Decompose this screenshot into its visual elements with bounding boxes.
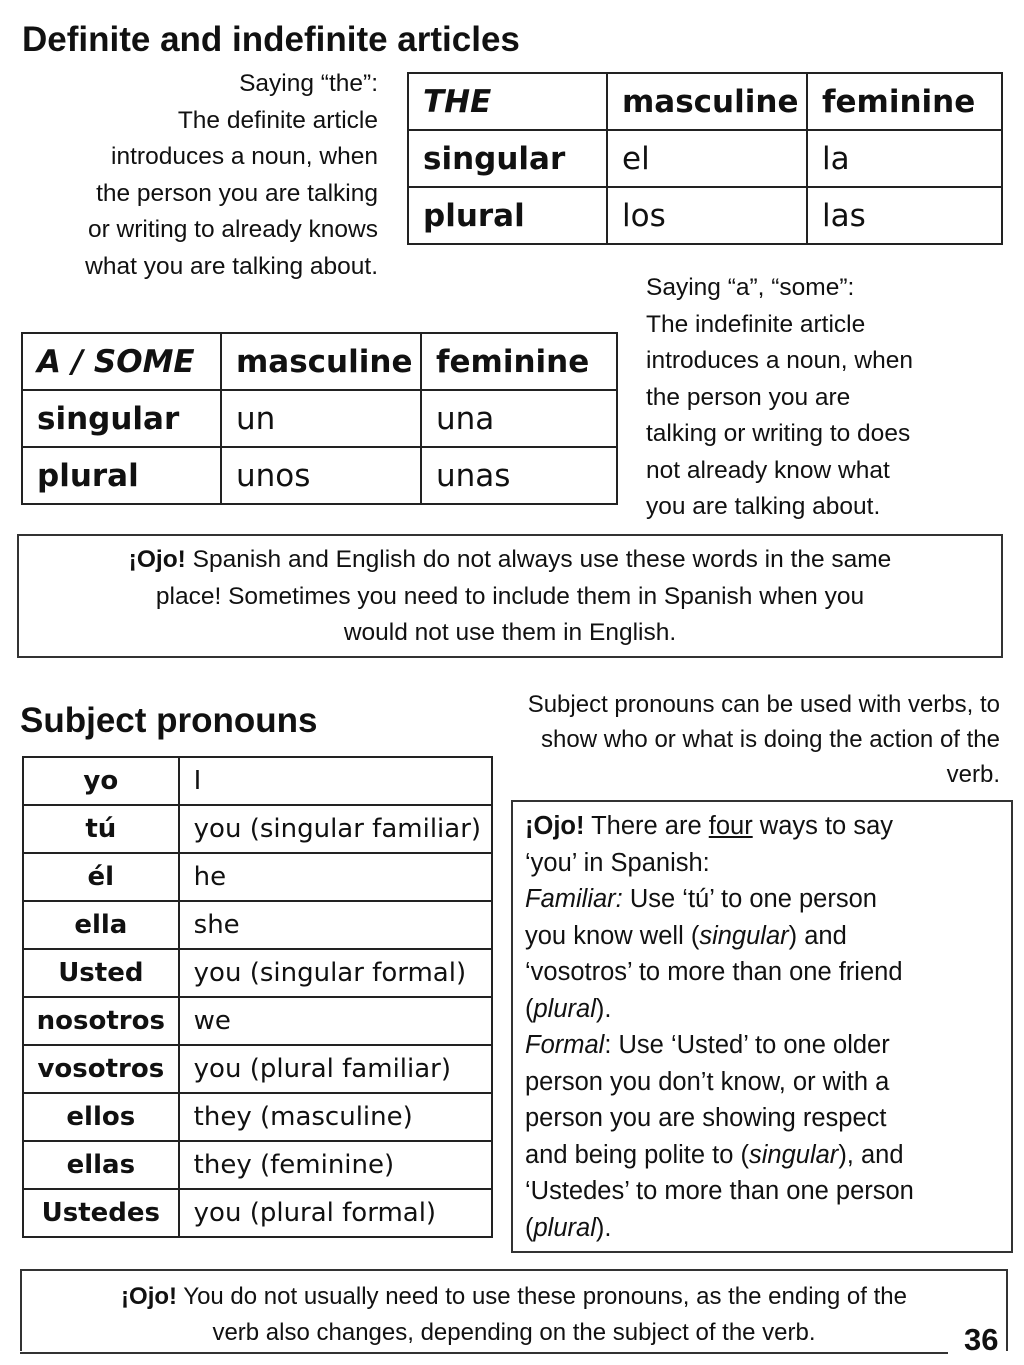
english-meaning: she (179, 901, 492, 949)
english-meaning: you (plural familiar) (179, 1045, 492, 1093)
ojo-bottom-box (20, 1269, 1008, 1351)
page-number: 36 (964, 1322, 999, 1357)
table-header-row (22, 333, 617, 390)
ojo-line: person you are showing respect (525, 1104, 887, 1132)
ojo-label: ¡Ojo! (128, 546, 186, 573)
text-span: ) and (788, 921, 847, 950)
note-line: The definite article (177, 106, 378, 134)
note-line: introduces a noun, when (111, 143, 378, 170)
table-cell: los (607, 187, 807, 244)
note-line: verb. (946, 761, 1000, 788)
ojo-text: Spanish and English do not always use these words in the same (185, 546, 892, 573)
note-line: or writing to already knows (87, 216, 378, 243)
ojo-articles-box (17, 534, 1003, 658)
spanish-pronoun: vosotros (23, 1045, 179, 1093)
spanish-pronoun: Usted (23, 949, 179, 997)
indefinite-article-table (21, 332, 618, 505)
ojo-line (525, 808, 1001, 845)
table-cell: unos (221, 447, 421, 504)
page-title: Definite and indefinite articles (22, 20, 520, 59)
text-span: ), and (838, 1140, 904, 1169)
table-row (23, 805, 492, 853)
definite-article-table (407, 72, 1003, 245)
table-row (408, 130, 1002, 187)
ojo-line (525, 918, 1001, 955)
table-cell: el (607, 130, 807, 187)
bottom-rule (20, 1352, 948, 1354)
ojo-label: ¡Ojo! (121, 1283, 178, 1310)
italic-term: singular (699, 921, 789, 950)
table-header-cell: A / SOME (22, 333, 221, 390)
ojo-you-box (511, 800, 1013, 1253)
table-header-cell: THE (408, 73, 607, 130)
ojo-line (525, 881, 1001, 918)
italic-term: Familiar: (525, 885, 623, 913)
subject-pronouns-heading: Subject pronouns (20, 701, 318, 740)
english-meaning: you (singular familiar) (179, 805, 492, 853)
ojo-line (525, 1027, 1001, 1064)
english-meaning: you (singular formal) (179, 949, 492, 997)
text-span: Use ‘tú’ to one person (622, 885, 877, 913)
ojo-line: place! Sometimes you need to include them in Spanish when you (155, 582, 865, 610)
table-row (23, 1093, 492, 1141)
underlined-word: four (708, 812, 753, 840)
table-header-cell: masculine (607, 73, 807, 130)
note-line: Subject pronouns can be used with verbs, to (527, 691, 1000, 718)
note-line: introduces a noun, when (646, 347, 913, 374)
note-line: Saying “a”, “some”: (646, 274, 855, 301)
table-cell: una (421, 390, 617, 447)
ojo-line: ‘vosotros’ to more than one friend (525, 958, 903, 986)
ojo-line: would not use them in English. (343, 619, 677, 646)
row-label-cell: plural (22, 447, 221, 504)
ojo-label: ¡Ojo! (525, 812, 585, 840)
ojo-line: verb also changes, depending on the subject of the verb. (212, 1319, 816, 1346)
text-span: ways to say (752, 812, 894, 840)
table-row (23, 1189, 492, 1237)
italic-term: plural (533, 994, 596, 1023)
text-span: There are (584, 812, 709, 840)
table-row (23, 853, 492, 901)
text-span: ). (595, 1213, 612, 1242)
table-row (23, 949, 492, 997)
ojo-line (19, 542, 1001, 579)
note-line: The indefinite article (646, 310, 866, 338)
italic-term: singular (749, 1140, 839, 1169)
table-row (23, 757, 492, 805)
english-meaning: we (179, 997, 492, 1045)
table-row (23, 1141, 492, 1189)
spanish-pronoun: yo (23, 757, 179, 805)
ojo-line (525, 1210, 1001, 1247)
ojo-line (525, 991, 1001, 1028)
row-label-cell: singular (22, 390, 221, 447)
text-span: ). (595, 994, 612, 1023)
note-line: you are talking about. (646, 493, 881, 520)
spanish-pronoun: ella (23, 901, 179, 949)
table-cell: unas (421, 447, 617, 504)
text-span: and being polite to ( (525, 1140, 749, 1169)
english-meaning: they (feminine) (179, 1141, 492, 1189)
note-line: Saying “the”: (239, 70, 378, 97)
ojo-line: ‘Ustedes’ to more than one person (525, 1177, 914, 1205)
ojo-line (22, 1279, 1006, 1315)
table-header-cell: feminine (807, 73, 1002, 130)
english-meaning: he (179, 853, 492, 901)
text-span: : Use ‘Usted’ to one older (604, 1031, 890, 1059)
table-header-cell: feminine (421, 333, 617, 390)
table-cell: la (807, 130, 1002, 187)
definite-article-note (12, 66, 378, 285)
italic-term: Formal (525, 1031, 605, 1059)
spanish-pronoun: Ustedes (23, 1189, 179, 1237)
spanish-pronoun: nosotros (23, 997, 179, 1045)
italic-term: plural (533, 1213, 596, 1242)
note-line: not already know what (646, 456, 890, 484)
table-row (22, 390, 617, 447)
row-label-cell: singular (408, 130, 607, 187)
spanish-pronoun: ellos (23, 1093, 179, 1141)
ojo-line: person you don’t know, or with a (525, 1067, 890, 1096)
note-line: the person you are talking (96, 179, 378, 207)
english-meaning: they (masculine) (179, 1093, 492, 1141)
table-header-row (408, 73, 1002, 130)
spanish-pronoun: él (23, 853, 179, 901)
ojo-line: ‘you’ in Spanish: (525, 848, 710, 877)
table-row (23, 1045, 492, 1093)
note-line: what you are talking about. (85, 252, 378, 280)
indefinite-article-note (646, 270, 1016, 526)
spanish-pronoun: tú (23, 805, 179, 853)
table-header-cell: masculine (221, 333, 421, 390)
table-row (23, 997, 492, 1045)
table-row (22, 447, 617, 504)
english-meaning: you (plural formal) (179, 1189, 492, 1237)
english-meaning: I (179, 757, 492, 805)
table-cell: un (221, 390, 421, 447)
note-line: show who or what is doing the action of the (541, 726, 1000, 753)
text-span: ( (525, 1213, 534, 1242)
spanish-pronoun: ellas (23, 1141, 179, 1189)
text-span: ( (525, 994, 534, 1023)
subject-pronoun-table (22, 756, 493, 1238)
table-row (23, 901, 492, 949)
ojo-text: You do not usually need to use these pronouns, as the ending of the (177, 1283, 907, 1310)
note-line: talking or writing to does (646, 420, 911, 447)
row-label-cell: plural (408, 187, 607, 244)
table-row (408, 187, 1002, 244)
subject-pronouns-note (420, 687, 1000, 792)
ojo-line (525, 1137, 1001, 1174)
table-cell: las (807, 187, 1002, 244)
text-span: you know well ( (525, 921, 700, 950)
note-line: the person you are (646, 383, 851, 411)
